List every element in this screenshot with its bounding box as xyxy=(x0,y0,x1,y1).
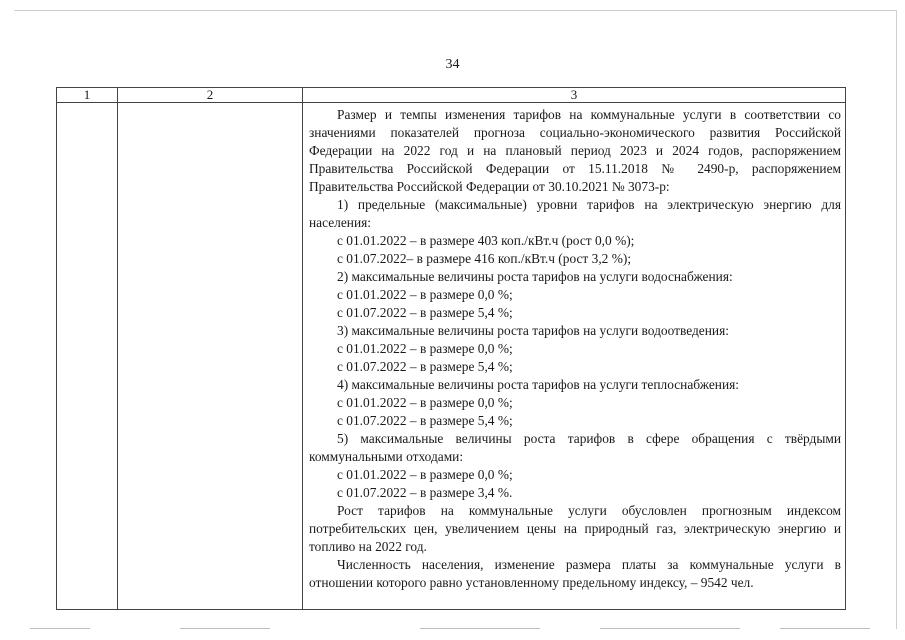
scan-mark xyxy=(780,628,870,629)
item-5-line-1: с 01.01.2022 – в размере 0,0 %; xyxy=(337,467,513,482)
item-5-heading: 5) максимальные величины роста тарифов в сфере обращения с твёрдыми коммунальными отходами: xyxy=(309,431,841,464)
item-5-line-2: с 01.07.2022 – в размере 3,4 %. xyxy=(337,485,513,500)
scan-mark xyxy=(600,628,740,629)
cell-column-1 xyxy=(57,103,118,610)
scan-mark xyxy=(420,628,540,629)
document-table xyxy=(56,87,846,610)
column-header-3: 3 xyxy=(303,88,846,103)
item-1-line-1: с 01.01.2022 – в размере 403 коп./кВт.ч (рост 0,0 %); xyxy=(337,233,635,248)
growth-paragraph: Рост тарифов на коммунальные услуги обусловлен прогнозным индексом потребительских цен, увеличением цены на природный газ, электрическую энергию и топливо на 2022 год. xyxy=(309,503,841,554)
tariff-text xyxy=(303,103,845,594)
item-4-heading: 4) максимальные величины роста тарифов на услуги теплоснабжения: xyxy=(337,377,739,392)
scan-mark xyxy=(180,628,270,629)
item-4-line-1: с 01.01.2022 – в размере 0,0 %; xyxy=(337,395,513,410)
intro-paragraph: Размер и темпы изменения тарифов на коммунальные услуги в соответствии со значениями показателей прогноза социально-экономического развития Российской Федерации на 2022 год и на плановый период 2023 и 2024 годов, распоряжением Правительства Российской Федерации от 15.11.2018 № 2490-р, распоряжением Правительства Российской Федерации от 30.10.2021 № 3073-р: xyxy=(309,107,841,194)
cell-column-3 xyxy=(303,103,846,610)
scan-mark xyxy=(30,628,90,629)
item-1-line-2: с 01.07.2022– в размере 416 коп./кВт.ч (рост 3,2 %); xyxy=(337,251,632,266)
item-2-line-1: с 01.01.2022 – в размере 0,0 %; xyxy=(337,287,513,302)
column-header-2: 2 xyxy=(118,88,303,103)
population-paragraph: Численность населения, изменение размера платы за коммунальные услуги в отношении которого равно установленному предельному индексу, – 9542 чел. xyxy=(309,557,841,590)
item-3-line-1: с 01.01.2022 – в размере 0,0 %; xyxy=(337,341,513,356)
item-3-line-2: с 01.07.2022 – в размере 5,4 %; xyxy=(337,359,513,374)
cell-column-2 xyxy=(118,103,303,610)
item-2-heading: 2) максимальные величины роста тарифов на услуги водоснабжения: xyxy=(337,269,733,284)
table-header-row xyxy=(57,88,846,103)
item-1-heading: 1) предельные (максимальные) уровни тарифов на электрическую энергию для населения: xyxy=(309,197,841,230)
page-number: 34 xyxy=(445,57,460,72)
scan-artifacts xyxy=(0,624,905,634)
item-2-line-2: с 01.07.2022 – в размере 5,4 %; xyxy=(337,305,513,320)
item-3-heading: 3) максимальные величины роста тарифов на услуги водоотведения: xyxy=(337,323,729,338)
item-4-line-2: с 01.07.2022 – в размере 5,4 %; xyxy=(337,413,513,428)
column-header-1: 1 xyxy=(57,88,118,103)
table-row xyxy=(57,103,846,610)
